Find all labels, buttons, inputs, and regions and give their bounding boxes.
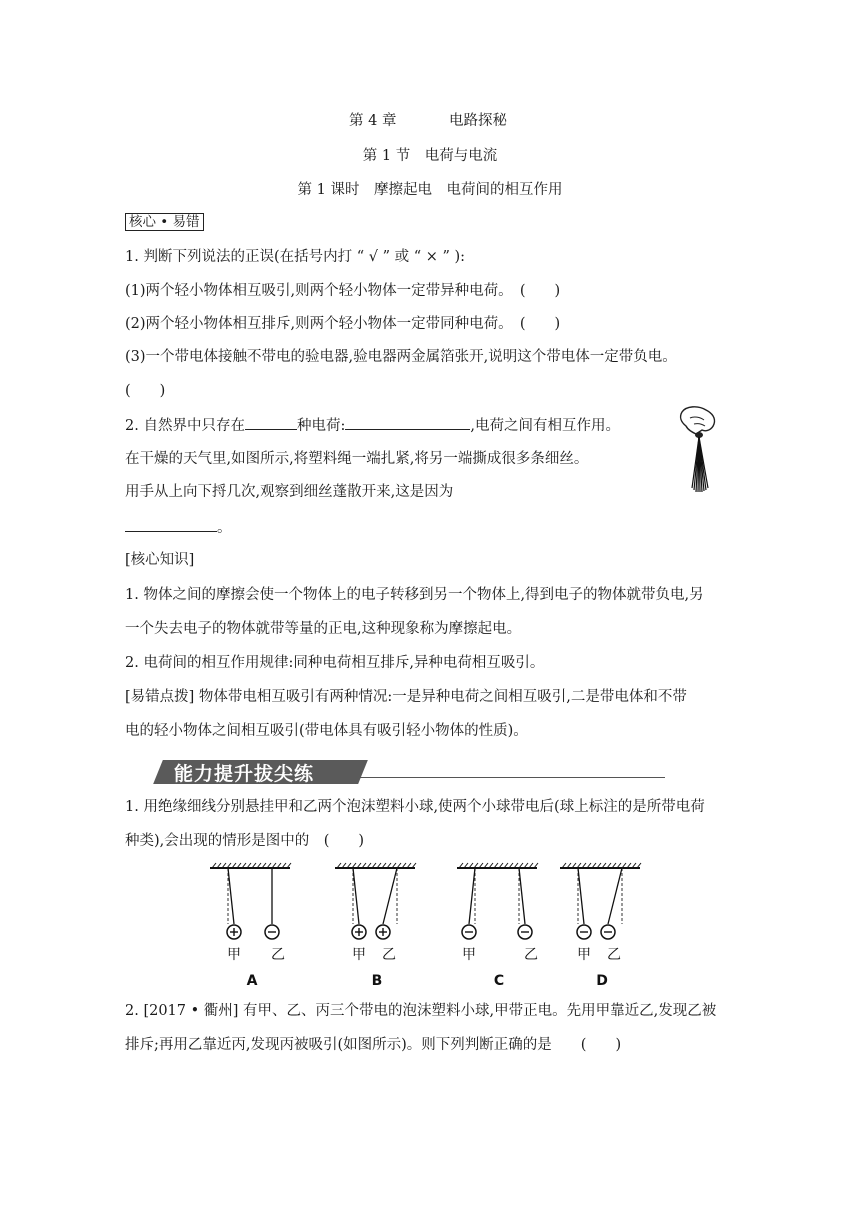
thread-left (469, 868, 475, 924)
ball-name-left: 甲 (462, 947, 476, 963)
ball-name-left: 甲 (227, 947, 241, 963)
q1-item-3-bracket: ( ) (125, 383, 166, 399)
pendulum-options-figure (210, 862, 650, 990)
chapter-number: 第 4 章 (349, 113, 397, 129)
banner-label: 能力提升拔尖练 (174, 763, 315, 785)
practice-banner (150, 756, 665, 786)
banner-rule (360, 777, 665, 778)
q2-blank-2[interactable] (345, 415, 470, 430)
q1-item-1: (1)两个轻小物体相互吸引,则两个轻小物体一定带异种电荷。 ( ) (125, 283, 561, 299)
thread-left (353, 868, 359, 924)
q2-line-4 (125, 517, 232, 538)
plastic-string-figure (672, 404, 732, 496)
knowledge-p1-line-2: 一个失去电子的物体就带等量的正电,这种现象称为摩擦起电。 (125, 621, 522, 637)
pendulum-option-a (210, 863, 291, 989)
thread-right (383, 868, 397, 924)
pendulum-option-b (335, 863, 416, 989)
q1-item-3: (3)一个带电体接触不带电的验电器,验电器两金属箔张开,说明这个带电体一定带负电。 (125, 349, 677, 365)
ball-name-left: 甲 (352, 947, 366, 963)
q2-line-1 (125, 415, 620, 436)
option-label: B (371, 973, 383, 989)
thread-left (228, 868, 234, 924)
chapter-title: 电路探秘 (449, 113, 507, 129)
core-tag: 核心 • 易错 (125, 213, 204, 231)
option-label: D (596, 973, 608, 989)
section-title: 第 1 节 电荷与电流 (362, 148, 498, 164)
q2-part-b: 种电荷: (296, 418, 346, 434)
option-label: A (246, 973, 258, 989)
ball-name-right: 乙 (271, 947, 285, 963)
q1-stem: 1. 判断下列说法的正误(在括号内打 “ √ ” 或 “ × ” ): (125, 249, 466, 265)
knowledge-p2: 2. 电荷间的相互作用规律:同种电荷相互排斥,异种电荷相互吸引。 (125, 655, 545, 671)
q2-end: 。 (217, 520, 232, 536)
lesson-title: 第 1 课时 摩擦起电 电荷间的相互作用 (297, 182, 563, 198)
thread-right (519, 868, 525, 924)
q1-item-2: (2)两个轻小物体相互排斥,则两个轻小物体一定带同种电荷。 ( ) (125, 316, 561, 332)
q2-part-a: 2. 自然界中只存在 (125, 418, 245, 434)
thread-right (608, 868, 622, 924)
option-label: C (493, 973, 505, 989)
thread-left (578, 868, 584, 924)
tip-line-1: [易错点拨] 物体带电相互吸引有两种情况:一是异种电荷之间相互吸引,二是带电体和不带 (125, 689, 687, 705)
practice-q2-line-1: 2. [2017 • 衢州] 有甲、乙、丙三个带电的泡沫塑料小球,甲带正电。先用甲靠近乙,发现乙被 (125, 1003, 717, 1019)
ball-name-right: 乙 (607, 947, 621, 963)
pendulum-option-d (560, 863, 641, 989)
practice-q2-line-2: 排斥;再用乙靠近丙,发现丙被吸引(如图所示)。则下列判断正确的是 ( ) (125, 1037, 622, 1053)
practice-q1-line-2: 种类),会出现的情形是图中的 ( ) (125, 833, 365, 849)
q2-blank-1[interactable] (245, 415, 297, 430)
q2-line-2: 在干燥的天气里,如图所示,将塑料绳一端扎紧,将另一端撕成很多条细丝。 (125, 451, 589, 467)
q2-blank-3[interactable] (125, 517, 217, 532)
core-tag-wrap (125, 212, 204, 232)
knowledge-p1-line-1: 1. 物体之间的摩擦会使一个物体上的电子转移到另一个物体上,得到电子的物体就带负电,另 (125, 587, 704, 603)
tip-line-2: 电的轻小物体之间相互吸引(带电体具有吸引轻小物体的性质)。 (125, 723, 528, 739)
pendulum-option-c (457, 863, 538, 989)
ball-name-right: 乙 (524, 947, 538, 963)
ball-name-right: 乙 (382, 947, 396, 963)
practice-q1-line-1: 1. 用绝缘细线分别悬挂甲和乙两个泡沫塑料小球,使两个小球带电后(球上标注的是所带电荷 (125, 799, 705, 815)
ball-name-left: 甲 (577, 947, 591, 963)
q2-part-c: ,电荷之间有相互作用。 (470, 418, 620, 434)
knowledge-heading: [核心知识] (125, 552, 195, 568)
q2-line-3: 用手从上向下捋几次,观察到细丝蓬散开来,这是因为 (125, 484, 454, 500)
